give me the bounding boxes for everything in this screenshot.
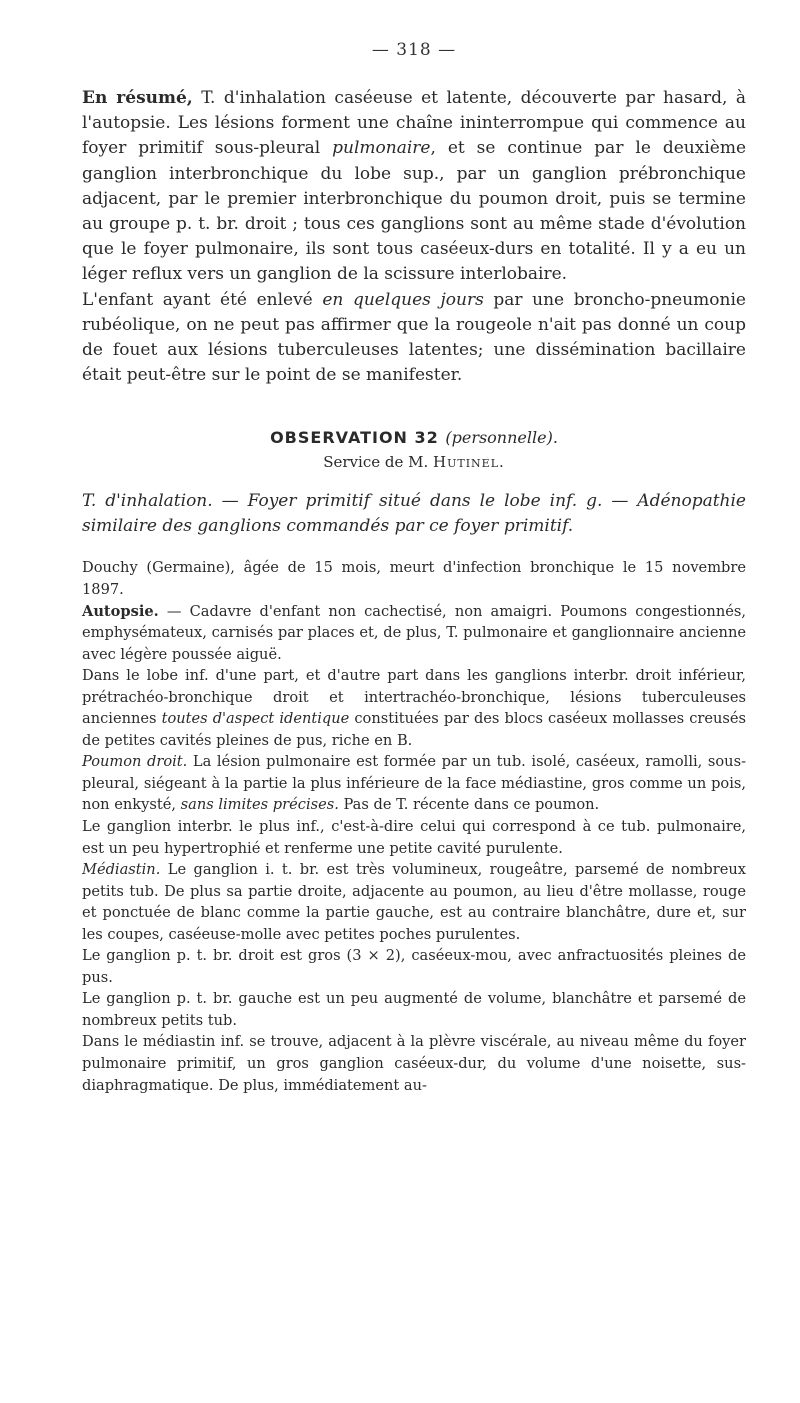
body-paragraph-4-italic: sans limites précises. bbox=[180, 796, 339, 814]
summary-italic: pulmonaire bbox=[332, 138, 431, 159]
body-paragraph-3-italic: toutes d'aspect identique bbox=[161, 710, 350, 728]
body-paragraph-3 bbox=[82, 665, 746, 751]
child-text-1: L'enfant ayant été enlevé bbox=[82, 289, 323, 310]
body-paragraph-4-a: La lésion pulmonaire est formée par un tub. isolé, caséeux, ramolli, sous-pleural, siégeant à la partie la plus inférieure de la face médiastine, gros comme un pois, non enkysté, bbox=[82, 753, 746, 814]
document-page bbox=[82, 40, 746, 1096]
observation-heading-paren: (personnelle). bbox=[445, 428, 558, 448]
summary-lead: En résumé, bbox=[82, 88, 193, 108]
service-prefix: Service de M. bbox=[323, 453, 434, 472]
service-line bbox=[82, 453, 746, 471]
body-paragraph-9: Dans le médiastin inf. se trouve, adjacent à la plèvre viscérale, au niveau même du foyer pulmonaire primitif, un gros ganglion caséeux-dur, du volume d'une noisette, sus-diaphragmatique. De plus, immédiatement au- bbox=[82, 1033, 746, 1094]
child-italic: en quelques jours bbox=[322, 289, 484, 310]
body-paragraph-6 bbox=[82, 859, 746, 945]
child-paragraph bbox=[82, 288, 746, 389]
body-paragraph-4 bbox=[82, 751, 746, 816]
summary-paragraph bbox=[82, 86, 746, 288]
summary-text-2: , et se continue par le deuxième ganglion interbronchique du lobe sup., par un ganglion prébronchique adjacent, par le premier interbronchique du poumon droit, puis se termine au groupe p. t. br. droit ; tous ces ganglions sont au même stade d'évolution que le foyer pulmonaire, ils sont tous caséeux-durs en totalité. Il y a eu un léger reflux vers un ganglion de la scissure interlobaire. bbox=[82, 138, 746, 285]
mediastin-lead: Médiastin. bbox=[82, 861, 161, 879]
observation-title bbox=[82, 489, 746, 539]
autopsy-lead: Autopsie. bbox=[82, 602, 159, 620]
observation-heading-text: OBSERVATION 32 bbox=[270, 428, 439, 448]
body-paragraph-5: Le ganglion interbr. le plus inf., c'est-à-dire celui qui correspond à ce tub. pulmonaire, est un peu hypertrophié et renferme une petite cavité purulente. bbox=[82, 818, 746, 857]
body-paragraph-3-b: constituées par des blocs caséeux mollasses creusés de petites cavités pleines de pus, riche en B. bbox=[82, 710, 747, 749]
page-number: — 318 — bbox=[371, 40, 457, 60]
observation-title-b: — Foyer primitif situé dans le lobe inf. g. — Adénopathie similaire des ganglions commandés par ce foyer primitif. bbox=[82, 491, 746, 537]
child-text-2: par une broncho-pneumonie rubéolique, on ne peut pas affirmer que la rougeole n'ait pas donné un coup de fouet aux lésions tuberculeuses latentes; une dissémination bacillaire était peut-être sur le point de se manifester. bbox=[82, 289, 746, 386]
observation-heading bbox=[82, 428, 746, 447]
body-paragraph-2-text: — Cadavre d'enfant non cachectisé, non amaigri. Poumons congestionnés, emphysémateux, carnisés par places et, de plus, T. pulmonaire et ganglionnaire ancienne avec légère poussée aiguë. bbox=[82, 602, 746, 663]
right-lung-lead: Poumon droit. bbox=[82, 753, 188, 771]
body-paragraph-7: Le ganglion p. t. br. droit est gros (3 × 2), caséeux-mou, avec anfractuosités pleines de pus. bbox=[82, 947, 746, 986]
body-paragraph-4-b: Pas de T. récente dans ce poumon. bbox=[338, 796, 600, 814]
summary-text: T. d'inhalation caséeuse et latente, découverte par hasard, à l'autopsie. Les lésions forment une chaîne ininterrompue qui commence au foyer primitif sous-pleural bbox=[82, 88, 746, 159]
body-paragraph-3-a: Dans le lobe inf. d'une part, et d'autre part dans les ganglions interbr. droit inférieur, prétrachéo-bronchique droit et intertrachéo-bronchique, lésions tuberculeuses anciennes bbox=[82, 667, 746, 728]
body-paragraph-1: Douchy (Germaine), âgée de 15 mois, meurt d'infection bronchique le 15 novembre 1897. bbox=[82, 559, 746, 598]
service-name: Hutinel. bbox=[433, 453, 505, 472]
body-paragraph-2 bbox=[82, 601, 746, 666]
body-paragraph-6-text: Le ganglion i. t. br. est très volumineux, rougeâtre, parsemé de nombreux petits tub. De plus sa partie droite, adjacente au poumon, au lieu d'être mollasse, rouge et ponctuée de blanc comme la partie gauche, est au contraire blanchâtre, dure et, sur les coupes, caséeuse-molle avec petites poches purulentes. bbox=[82, 861, 746, 943]
body-paragraph-8: Le ganglion p. t. br. gauche est un peu augmenté de volume, blanchâtre et parsemé de nombreux petits tub. bbox=[82, 990, 746, 1029]
observation-title-a: T. d'inhalation. bbox=[82, 491, 213, 512]
